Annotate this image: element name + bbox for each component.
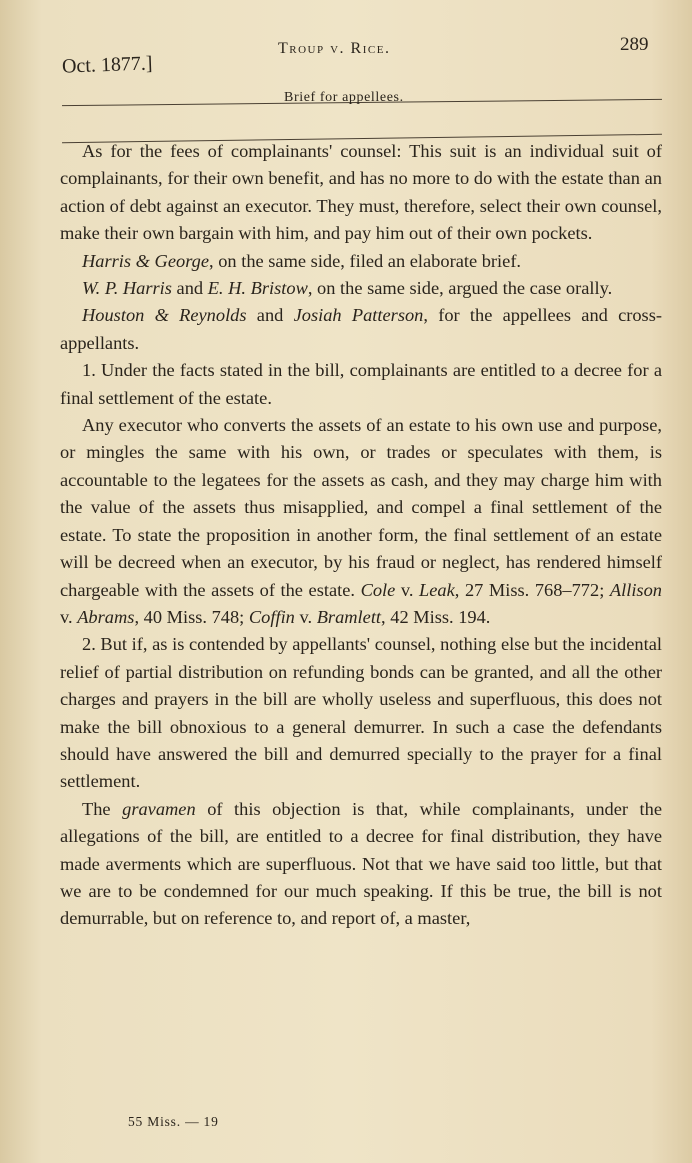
paragraph [60, 248, 662, 275]
text-run: v. [395, 579, 420, 600]
text-run: of this objection is that, while complainants, under the allegations of the bill, are entitled to a decree for final distribution, they have made averments which are superfluous. Not that we have said too little, but that we are to be condemned for our much speaking. If this be true, the bill is not demurrable, but on reference to, and report of, a master, [60, 798, 662, 929]
text-run: 1. Under the facts stated in the bill, complainants are entitled to a decree for a final settlement of the estate. [60, 360, 662, 408]
page-number: 289 [620, 34, 649, 55]
italic-text: Cole [360, 579, 396, 600]
italic-text: Houston & Reynolds [82, 305, 247, 326]
text-run: As for the fees of complainants' counsel: This suit is an individual suit of complainants, for their own benefit, and has no more to do with the estate than an action of debt against an executor. They must, therefore, select their own counsel, make their own bargain with him, and pay him out of their own pockets. [60, 141, 662, 244]
italic-text: Allison [609, 579, 662, 600]
header-title: Troup v. Rice. [278, 40, 391, 57]
header-date: Oct. 1877.] [61, 52, 153, 78]
paragraph [60, 275, 662, 302]
text-run: , on the same side, filed an elaborate brief. [209, 250, 522, 271]
paragraph [60, 138, 662, 248]
italic-text: Bramlett [316, 606, 382, 627]
text-run: The [82, 798, 123, 819]
text-run: , 40 Miss. 748; [134, 606, 249, 627]
italic-text: Harris & George [82, 250, 210, 271]
italic-text: Abrams [77, 606, 135, 627]
body-text [60, 138, 662, 933]
section-subheading: Brief for appellees. [284, 90, 404, 105]
text-run: , on the same side, argued the case orally. [307, 278, 613, 299]
text-run: and [246, 305, 294, 326]
paragraph [60, 357, 662, 412]
paragraph [60, 796, 662, 933]
italic-text: gravamen [122, 798, 196, 819]
paragraph [60, 302, 662, 357]
text-run: v. [60, 606, 78, 627]
paragraph [60, 412, 662, 631]
text-run: and [171, 278, 208, 299]
italic-text: Josiah Patterson [293, 305, 424, 326]
text-run: 2. But if, as is contended by appellants' counsel, nothing else but the incidental relief of partial distribution on refunding bonds can be granted, and all the other charges and prayers in the bill are wholly useless and superfluous, this does not make the bill obnoxious to a general demurrer. In such a case the defendants should have answered the bill and demurred specially to the prayer for a final settlement. [60, 634, 662, 792]
signature-mark: 55 Miss. — 19 [128, 1114, 219, 1129]
text-run: , 27 Miss. 768–772; [454, 579, 610, 600]
running-head [0, 34, 692, 78]
text-run: , for the appellees and cross-appellants. [60, 305, 662, 353]
italic-text: Coffin [248, 606, 295, 627]
italic-text: Leak [419, 579, 455, 600]
paragraph [60, 631, 662, 795]
italic-text: E. H. Bristow [207, 278, 308, 299]
text-run: , 42 Miss. 194. [381, 606, 491, 627]
text-run: Any executor who converts the assets of an estate to his own use and purpose, or mingles the same with his own, or trades or speculates with them, is accountable to the legatees for the assets as cash, and they may charge him with the value of the assets thus misapplied, and compel a final settlement of the estate. To state the proposition in another form, the final settlement of an estate will be decreed when an executor, by his fraud or neglect, has rendered himself chargeable with the assets of the estate. [60, 415, 662, 600]
text-run: v. [294, 606, 317, 627]
italic-text: W. P. Harris [82, 278, 172, 299]
